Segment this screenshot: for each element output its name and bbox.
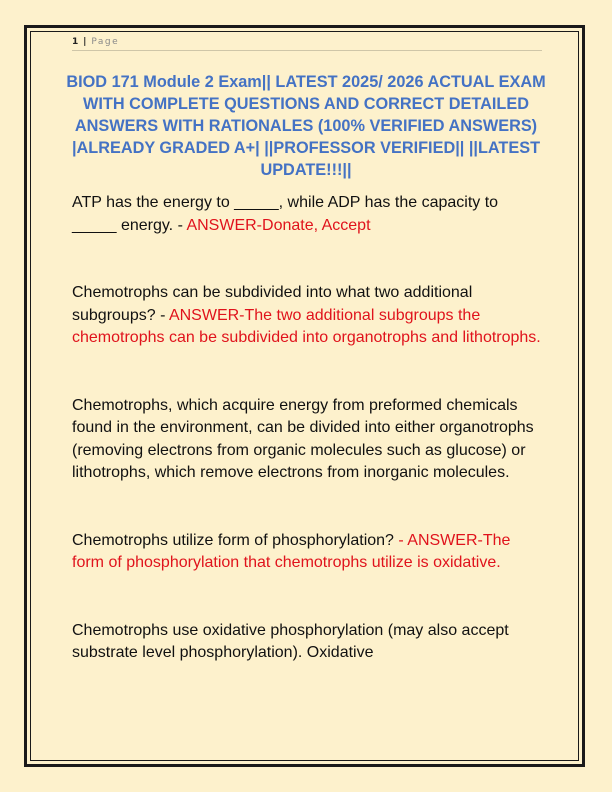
page-number: 1 — [72, 37, 79, 47]
page-separator: | — [83, 37, 87, 47]
page-label: Page — [91, 37, 120, 47]
paragraph: Chemotrophs use oxidative phosphorylation (may also accept substrate level phosphorylation). Oxidative — [72, 621, 509, 661]
paragraph: Chemotrophs, which acquire energy from preformed chemicals found in the environment, can be divided into either organotrophs (removing electrons from organic molecules such as glucose) or lithotrophs, which remove electrons from inorganic molecules. — [72, 396, 534, 481]
page-header — [72, 37, 542, 51]
document-title: BIOD 171 Module 2 Exam|| LATEST 2025/ 2026 ACTUAL EXAM WITH COMPLETE QUESTIONS AND CORRECT DETAILED ANSWERS WITH RATIONALES (100% VERIFIED ANSWERS) |ALREADY GRADED A+| ||PROFESSOR VERIFIED|| ||LATEST UPDATE!!!|| — [66, 73, 546, 179]
qa-item — [72, 282, 546, 350]
answer-text: - ANSWER-The form of phosphorylation that chemotrophs utilize is oxidative. — [72, 531, 511, 571]
question-text: ATP has the energy to _____, while ADP has the capacity to _____ energy. - — [72, 194, 499, 234]
answer-text: ANSWER-Donate, Accept — [186, 216, 371, 234]
qa-item — [72, 530, 546, 575]
question-text: Chemotrophs can be subdivided into what two additional subgroups? - — [72, 284, 473, 324]
answer-text: ANSWER-The two additional subgroups the chemotrophs can be subdivided into organotrophs and lithotrophs. — [72, 306, 541, 346]
qa-item — [72, 192, 546, 237]
question-text: Chemotrophs utilize form of phosphorylation? — [72, 531, 399, 549]
document-body — [72, 192, 546, 665]
